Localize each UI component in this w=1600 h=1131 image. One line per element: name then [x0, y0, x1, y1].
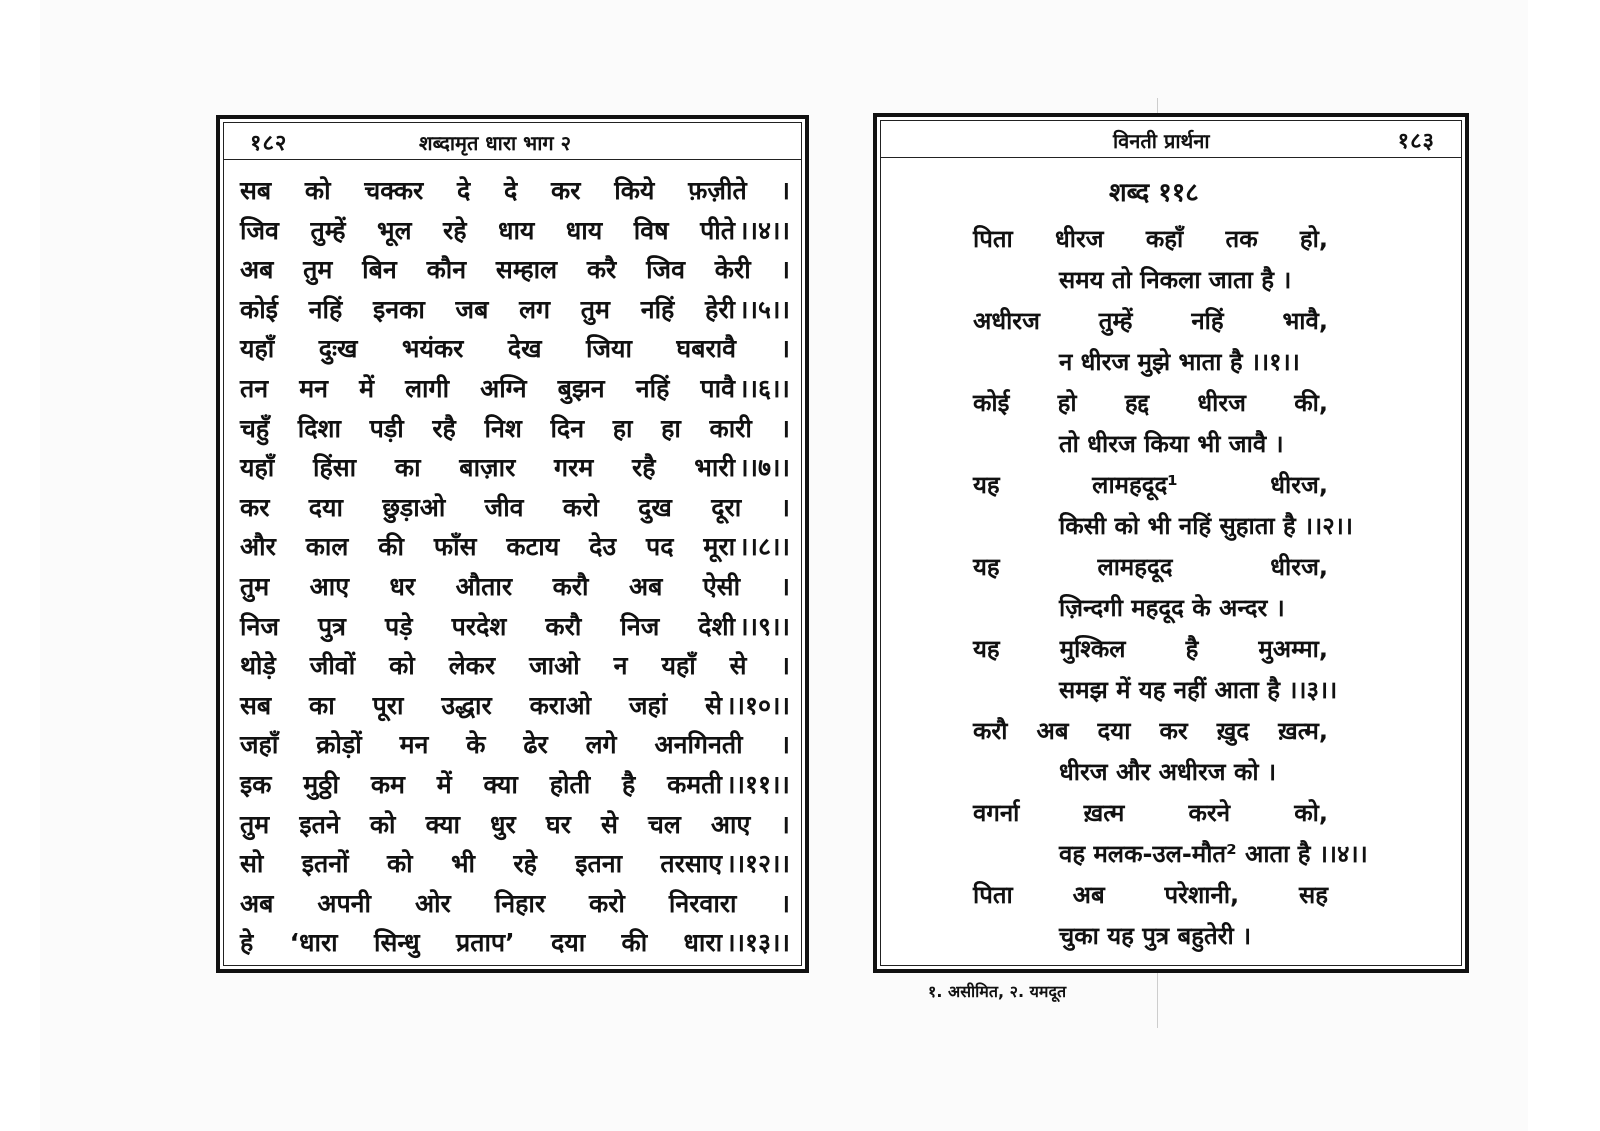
verse-word: तुम [303, 255, 333, 285]
verse-word: क्या [425, 809, 460, 839]
right-running-head [881, 121, 1461, 158]
verse-word: । [780, 809, 790, 839]
verse-word: जिव [646, 255, 686, 285]
verse-word: इतने [299, 809, 340, 839]
couplet-word: कहाँ [1145, 225, 1184, 253]
verse-word: करौ [552, 571, 589, 601]
couplet-word: धीरज, [1270, 471, 1328, 499]
verse-word: चहुँ [240, 413, 270, 443]
verse-word: से [600, 809, 618, 839]
verse-word: कारी [709, 413, 752, 443]
verse-word: करो [562, 492, 599, 522]
verse-word: । [780, 255, 790, 285]
verse-word: अग्नि [480, 373, 527, 403]
footnote: १. असीमित, २. यमदूत [928, 982, 1067, 1001]
verse-line [240, 211, 790, 251]
right-page [873, 113, 1469, 973]
couplet-second-line: ज़िन्दगी महदूद के अन्दर । [1059, 594, 1285, 622]
verse-word: देशी ।।९।। [698, 611, 790, 641]
verse-line [240, 369, 790, 409]
couplet-second-line: न धीरज मुझे भाता है ।।१।। [1059, 348, 1300, 376]
couplet-word: हो, [1299, 225, 1328, 253]
verse-word: जिया [585, 334, 632, 364]
verse-line [240, 409, 790, 449]
verse-word: मूरा ।।८।। [703, 532, 790, 562]
left-page-number: १८२ [250, 131, 288, 156]
verse-number: ।।४।। [739, 215, 790, 245]
verse-word: गरम [554, 453, 594, 483]
verse-word: अनगिनती [654, 730, 743, 760]
verse-word: निरवारा [668, 888, 737, 918]
verse-word: नहिं [308, 294, 343, 324]
verse-word: । [780, 413, 790, 443]
couplet-word: ख़ुद [1216, 717, 1250, 745]
couplet-second-line: चुका यह पुत्र बहुतेरी । [1059, 922, 1252, 950]
verse-word: मुठ्ठी [303, 769, 339, 799]
verse-word: कराओ [529, 690, 592, 720]
verse-line [240, 646, 790, 686]
verse-word: निज [620, 611, 660, 641]
verse-word: लागी [405, 373, 450, 403]
verse-word: की [621, 928, 648, 958]
verse-word: भारी ।।७।। [694, 453, 790, 483]
verse-word: तन [240, 373, 269, 403]
verse-word: से ।।१०।। [705, 690, 790, 720]
verse-word: थोड़े [240, 651, 276, 681]
verse-word: घबरावै [676, 334, 737, 364]
verse-word: ‘धारा [289, 928, 338, 958]
verse-word: रहै [432, 413, 456, 443]
verse-word: कोई [240, 294, 278, 324]
verse-word: जहाँ [240, 730, 279, 760]
verse-word: परदेश [451, 611, 507, 641]
verse-word: पड़ी [369, 413, 404, 443]
couplet-word: हो [1057, 389, 1077, 417]
verse-word: धारा ।।१३।। [683, 928, 790, 958]
couplet-word: पिता [973, 881, 1013, 909]
verse-word: क्या [483, 769, 518, 799]
couplet-word: वगर्ना [973, 799, 1020, 827]
verse-word: कर [240, 492, 270, 522]
verse-number: ।।१३।। [726, 928, 790, 958]
verse-word: दया [550, 928, 586, 958]
verse-number: ।।६।। [739, 373, 790, 403]
verse-word: सब [240, 176, 272, 205]
couplet-word: कर [1159, 717, 1188, 745]
verse-word: धाय [498, 215, 535, 245]
verse-word: किये [614, 176, 655, 205]
verse-word: पीते ।।४।। [700, 215, 790, 245]
verse-word: का [394, 453, 421, 483]
verse-word: घर [545, 809, 571, 839]
verse-number: ।।९।। [739, 611, 790, 641]
verse-word: पड़े [385, 611, 413, 641]
verse-word: दिन [550, 413, 585, 443]
verse-word: देख [507, 334, 542, 364]
shabd-heading: शब्द ११८ [1109, 178, 1199, 208]
couplet-first-line [973, 465, 1328, 506]
verse-word: रहे [513, 849, 537, 879]
verse-word: भूल [377, 215, 412, 245]
verse-word: बिन [362, 255, 397, 285]
verse-word: करै [586, 255, 617, 285]
verse-line [240, 923, 790, 963]
couplet-word: लामहदूद¹ [1092, 471, 1178, 499]
verse-word: देउ [589, 532, 617, 562]
couplet-second-line: किसी को भी नहिं सुहाता है ।।२।। [1059, 512, 1353, 540]
verse-word: कौन [426, 255, 467, 285]
verse-line [240, 250, 790, 290]
couplet-word: है [1185, 635, 1199, 663]
couplet-word: करौ [973, 717, 1008, 745]
verse-word: जाओ [529, 651, 580, 681]
couplet-first-line [973, 547, 1328, 588]
couplet-word: ख़त्म, [1278, 717, 1328, 745]
verse-line [240, 290, 790, 330]
couplet-word: पिता [973, 225, 1013, 253]
verse-word: आए [710, 809, 751, 839]
verse-word: इतनों [301, 849, 349, 879]
verse-word: में [436, 769, 452, 799]
verse-word: दुःख [318, 334, 358, 364]
couplet-word: अधीरज [973, 307, 1040, 335]
verse-word: । [780, 571, 790, 601]
couplet-first-line [973, 219, 1328, 260]
verse-word: मन [299, 373, 329, 403]
right-page-number: १८३ [1397, 129, 1435, 154]
verse-number: ।।५।। [739, 294, 790, 324]
left-page-inner-frame [223, 122, 802, 966]
verse-word: रहे [443, 215, 467, 245]
verse-word: काल [305, 532, 349, 562]
verse-word: ओर [414, 888, 451, 918]
verse-word: तुम [240, 809, 270, 839]
verse-word: तुम [580, 294, 610, 324]
verse-word: से [729, 651, 747, 681]
verse-word: अब [240, 888, 274, 918]
verse-word: तुम [240, 571, 270, 601]
verse-line [240, 448, 790, 488]
couplet-first-line [973, 629, 1328, 670]
couplet-word: परेशानी, [1164, 881, 1240, 909]
couplet-word: दया [1097, 717, 1131, 745]
verse-word: हा [612, 413, 633, 443]
verse-word: सब [240, 690, 272, 720]
couplet-first-line [973, 875, 1328, 916]
couplet-word: यह [973, 553, 1000, 581]
verse-word: सो [240, 849, 264, 879]
verse-word: कर [551, 176, 581, 205]
verse-word: मन [399, 730, 429, 760]
verse-word: को [304, 176, 331, 205]
couplet-second-line: समय तो निकला जाता है । [1059, 266, 1292, 294]
verse-word: फाँस [433, 532, 477, 562]
verse-word: की [378, 532, 404, 562]
verse-word: पद [646, 532, 674, 562]
verse-word: दया [308, 492, 344, 522]
verse-word: औतार [455, 571, 513, 601]
verse-word: जिव [240, 215, 279, 245]
verse-word: पूरा [372, 690, 404, 720]
verse-word: तरसाए ।।१२।। [660, 849, 790, 879]
verse-number: ।।११।। [726, 769, 790, 799]
verse-word: । [780, 888, 790, 918]
verse-word: कटाय [506, 532, 560, 562]
couplet-word: को, [1294, 799, 1328, 827]
verse-word: निहार [494, 888, 546, 918]
verse-word: इक [240, 769, 272, 799]
couplet-word: नहिं [1191, 307, 1224, 335]
verse-word: को [386, 849, 413, 879]
couplet-word: अब [1036, 717, 1069, 745]
verse-line [240, 805, 790, 845]
verse-word: भी [450, 849, 476, 879]
verse-line [240, 884, 790, 924]
verse-word: जीवों [309, 651, 356, 681]
verse-number: ।।१०।। [726, 690, 790, 720]
verse-word: लेकर [448, 651, 496, 681]
verse-word: अपनी [317, 888, 371, 918]
verse-word: विष [633, 215, 669, 245]
right-stanza [973, 219, 1368, 957]
couplet-word: तक [1225, 225, 1258, 253]
verse-word: दे [504, 176, 518, 205]
verse-line [240, 329, 790, 369]
left-running-head [224, 123, 801, 160]
couplet-word: यह [973, 635, 1000, 663]
verse-word: जब [455, 294, 489, 324]
couplet-word: धीरज [1055, 225, 1104, 253]
verse-word: चक्कर [364, 176, 424, 205]
verse-line [240, 488, 790, 528]
verse-word: बुझन [557, 373, 605, 403]
verse-word: दूरा [711, 492, 742, 522]
verse-word: प्रताप’ [455, 928, 515, 958]
verse-word: जहां [628, 690, 668, 720]
verse-number: ।।७।। [739, 453, 790, 483]
couplet-word: भावै, [1282, 307, 1328, 335]
verse-word: बाज़ार [459, 453, 516, 483]
couplet-first-line [973, 711, 1328, 752]
verse-word: अब [628, 571, 663, 601]
verse-word: केरी [714, 255, 751, 285]
couplet-word: तुम्हें [1098, 307, 1133, 335]
verse-word: है [622, 769, 636, 799]
verse-word: हिंसा [313, 453, 357, 483]
couplet-word: हद्द [1124, 389, 1150, 417]
verse-word: । [780, 492, 790, 522]
right-page-inner-frame [880, 120, 1462, 966]
couplet-word: की, [1294, 389, 1328, 417]
couplet-word: यह [973, 471, 1000, 499]
verse-word: जीव [484, 492, 524, 522]
verse-word: दुख [638, 492, 672, 522]
verse-word: का [309, 690, 335, 720]
verse-word: लग [519, 294, 551, 324]
couplet-word: लामहदूद [1097, 553, 1173, 581]
couplet-second-line: वह मलक-उल-मौत² आता है ।।४।। [1059, 840, 1368, 868]
verse-word: चल [647, 809, 681, 839]
verse-word: तुम्हें [310, 215, 346, 245]
verse-number: ।।१२।। [726, 849, 790, 879]
couplet-word: धीरज, [1270, 553, 1328, 581]
verse-word: न [613, 651, 628, 681]
couplet-word: सह [1299, 881, 1328, 909]
verse-word: यहाँ [240, 334, 275, 364]
verse-word: लगे [585, 730, 617, 760]
couplet-word: मुश्किल [1059, 635, 1126, 663]
verse-word: क्रोड़ों [316, 730, 362, 760]
couplet-word: करने [1188, 799, 1231, 827]
verse-word: रहै [632, 453, 656, 483]
verse-line [240, 527, 790, 567]
verse-word: यहाँ [240, 453, 275, 483]
verse-line [240, 844, 790, 884]
verse-word: निज [240, 611, 279, 641]
verse-word: इतना [575, 849, 623, 879]
left-page [216, 115, 809, 973]
verse-word: इनका [373, 294, 425, 324]
verse-word: पावै ।।६।। [700, 373, 790, 403]
verse-word: आए [309, 571, 350, 601]
verse-word: ऐसी [702, 571, 741, 601]
verse-word: भयंकर [401, 334, 464, 364]
verse-word: कम [370, 769, 405, 799]
verse-word: धाय [565, 215, 603, 245]
verse-word: छुड़ाओ [382, 492, 446, 522]
couplet-first-line [973, 793, 1328, 834]
verse-word: करौ [545, 611, 582, 641]
verse-word: होती [549, 769, 591, 799]
verse-word: फ़ज़ीते [688, 176, 747, 205]
right-running-title: विनती प्रार्थना [1113, 129, 1210, 153]
verse-word: । [780, 651, 790, 681]
verse-line [240, 171, 790, 211]
verse-word: पुत्र [317, 611, 346, 641]
left-verse-lines [240, 171, 790, 963]
verse-word: के [466, 730, 486, 760]
couplet-first-line [973, 301, 1328, 342]
verse-word: सिन्धु [373, 928, 420, 958]
verse-word: दिशा [297, 413, 342, 443]
couplet-word: मुअम्मा, [1258, 635, 1328, 663]
verse-word: । [780, 334, 790, 364]
verse-word: नहिं [640, 294, 675, 324]
verse-word: दे [457, 176, 471, 205]
verse-word: यहाँ [661, 651, 696, 681]
verse-word: हेरी ।।५।। [705, 294, 790, 324]
verse-line [240, 686, 790, 726]
couplet-word: कोई [973, 389, 1010, 417]
verse-line [240, 607, 790, 647]
couplet-word: धीरज [1197, 389, 1246, 417]
verse-word: हे [240, 928, 254, 958]
verse-word: को [369, 809, 396, 839]
couplet-second-line: धीरज और अधीरज को । [1059, 758, 1277, 786]
couplet-first-line [973, 383, 1328, 424]
verse-word: और [240, 532, 276, 562]
verse-number: ।।८।। [739, 532, 790, 562]
verse-word: । [780, 176, 790, 205]
verse-word: । [780, 730, 790, 760]
verse-word: उद्धार [441, 690, 492, 720]
verse-word: कमती ।।११।। [667, 769, 790, 799]
verse-word: में [359, 373, 375, 403]
verse-word: सम्हाल [495, 255, 558, 285]
verse-word: ढेर [523, 730, 548, 760]
left-running-title: शब्दामृत धारा भाग २ [419, 131, 572, 155]
verse-word: नहिं [635, 373, 670, 403]
couplet-second-line: तो धीरज किया भी जावै । [1059, 430, 1284, 458]
verse-word: हा [661, 413, 681, 443]
verse-word: को [389, 651, 415, 681]
verse-word: निश [484, 413, 522, 443]
verse-word: धुर [490, 809, 516, 839]
verse-word: अब [240, 255, 274, 285]
verse-word: धर [389, 571, 416, 601]
verse-line [240, 725, 790, 765]
verse-line [240, 567, 790, 607]
verse-word: करो [589, 888, 625, 918]
couplet-second-line: समझ में यह नहीं आता है ।।३।। [1059, 676, 1338, 704]
verse-line [240, 765, 790, 805]
couplet-word: ख़त्म [1083, 799, 1125, 827]
couplet-word: अब [1072, 881, 1105, 909]
